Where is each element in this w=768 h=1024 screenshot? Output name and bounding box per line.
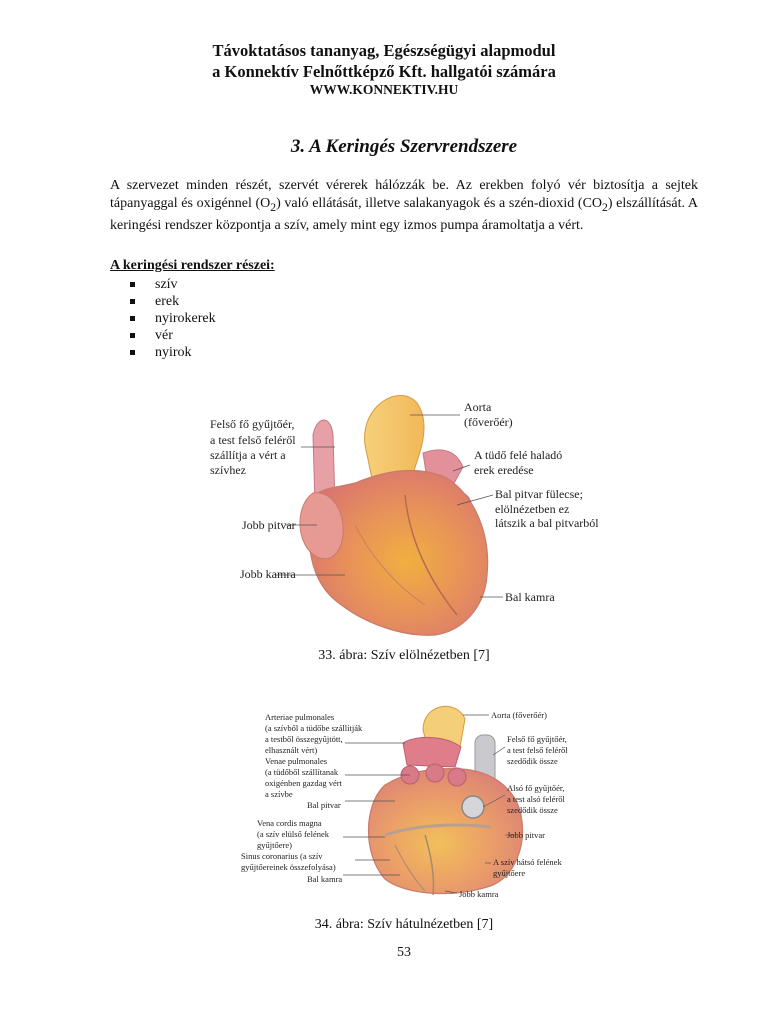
figure-2-caption: 34. ábra: Szív hátulnézetben [7] — [314, 917, 494, 932]
chapter-title: 3. A Keringés Szervrendszere — [290, 136, 518, 157]
label-right-ventricle-back: Jobb kamra — [459, 889, 499, 899]
label-aorta-back: Aorta (főverőér) — [491, 710, 547, 720]
label-inferior-vena-cava-3: szedődik össze — [507, 805, 558, 815]
label-left-atrial-appendage-2: elölnézetben ez — [495, 502, 570, 516]
intro-paragraph: A szervezet minden részét, szervét vérerek hálózzák be. Az erekben folyó vér biztosítja a sejtek tápanyaggal és oxigénnel $(O_2)$ való ellátását, illetve salakanyagok és a szén-dioxid $(CO_2)$ elszállítását. A keringési rendszer központja a szív, amely mint egy izmos pumpa áramoltatja a vért. — [110, 178, 698, 233]
label-vena-cava-superior-3: szállítja a vért a — [210, 448, 286, 462]
label-venae-pulmonales-4: a szívbe — [265, 789, 293, 799]
heart-front-illustration — [195, 375, 615, 645]
label-vena-cava-superior-2: a test felső feléről — [210, 433, 296, 447]
bullet-icon — [130, 350, 135, 355]
page-number: 53 — [397, 945, 411, 960]
label-aorta: Aorta — [464, 400, 492, 414]
label-superior-vena-cava-2: a test felső feléről — [507, 745, 568, 755]
bullet-icon — [130, 333, 135, 338]
list-item: nyirok — [130, 344, 216, 361]
label-sinus-coronarius: Sinus coronarius (a szív — [241, 851, 323, 861]
label-posterior-vein-2: gyűjtőere — [493, 868, 526, 878]
figure-1-caption: 33. ábra: Szív elölnézetben [7] — [318, 648, 490, 663]
label-superior-vena-cava-3: szedődik össze — [507, 756, 558, 766]
label-vena-cordis-magna: Vena cordis magna — [257, 818, 322, 828]
label-vena-cava-superior: Felső fő gyűjtőér, — [210, 417, 295, 431]
figure-heart-back — [235, 695, 585, 910]
label-right-atrium-back: Jobb pitvar — [507, 830, 546, 840]
label-venae-pulmonales: Venae pulmonales — [265, 756, 328, 766]
label-inferior-vena-cava: Alsó fő gyűjtőér, — [507, 783, 565, 793]
bullet-icon — [130, 299, 135, 304]
label-arteriae-pulmonales-4: elhasznált vért) — [265, 745, 318, 755]
label-vena-cordis-magna-2: (a szív elülső felének — [257, 829, 329, 839]
heart-back-illustration — [235, 695, 585, 910]
label-superior-vena-cava: Felső fő gyűjtőér, — [507, 734, 567, 744]
bullet-icon — [130, 316, 135, 321]
document-header — [0, 40, 768, 98]
header-line-2: a Konnektív Felnőttképző Kft. hallgatói számára — [212, 62, 556, 81]
label-left-ventricle: Bal kamra — [505, 590, 555, 604]
bullet-icon — [130, 282, 135, 287]
label-pulmonary-2: erek eredése — [474, 463, 534, 477]
label-vena-cava-superior-4: szívhez — [210, 463, 246, 477]
list-item: nyirokerek — [130, 310, 216, 327]
label-pulmonary: A tüdő felé haladó — [474, 448, 563, 462]
label-sinus-coronarius-2: gyűjtőereinek összefolyása) — [241, 862, 336, 872]
figure-heart-front — [195, 375, 615, 645]
header-website: WWW.KONNEKTIV.HU — [309, 82, 459, 97]
label-venae-pulmonales-3: oxigénben gazdag vért — [265, 778, 342, 788]
label-posterior-vein: A szív hátsó felének — [493, 857, 562, 867]
label-left-atrial-appendage: Bal pitvar fülecse; — [495, 487, 583, 501]
label-arteriae-pulmonales-2: (a szívből a tüdőbe szállítják — [265, 723, 363, 733]
label-venae-pulmonales-2: (a tüdőből szállítanak — [265, 767, 339, 777]
label-arteriae-pulmonales: Arteriae pulmonales — [265, 712, 335, 722]
parts-list — [130, 276, 216, 361]
label-left-ventricle-back: Bal kamra — [307, 874, 343, 884]
header-line-1: Távoktatásos tananyag, Egészségügyi alapmodul — [212, 41, 556, 60]
list-item: vér — [130, 327, 216, 344]
label-right-ventricle: Jobb kamra — [240, 567, 296, 581]
label-right-atrium: Jobb pitvar — [242, 518, 296, 532]
label-left-atrium: Bal pitvar — [307, 800, 341, 810]
label-inferior-vena-cava-2: a test alsó feléről — [507, 794, 565, 804]
label-aorta-2: (főverőér) — [464, 415, 513, 429]
label-arteriae-pulmonales-3: a testből összegyűjtött, — [265, 734, 343, 744]
section-subheading: A keringési rendszer részei: — [110, 258, 275, 273]
label-left-atrial-appendage-3: látszik a bal pitvarból — [495, 516, 599, 530]
list-item: erek — [130, 293, 216, 310]
list-item: szív — [130, 276, 216, 293]
label-vena-cordis-magna-3: gyűjtőere) — [257, 840, 292, 850]
